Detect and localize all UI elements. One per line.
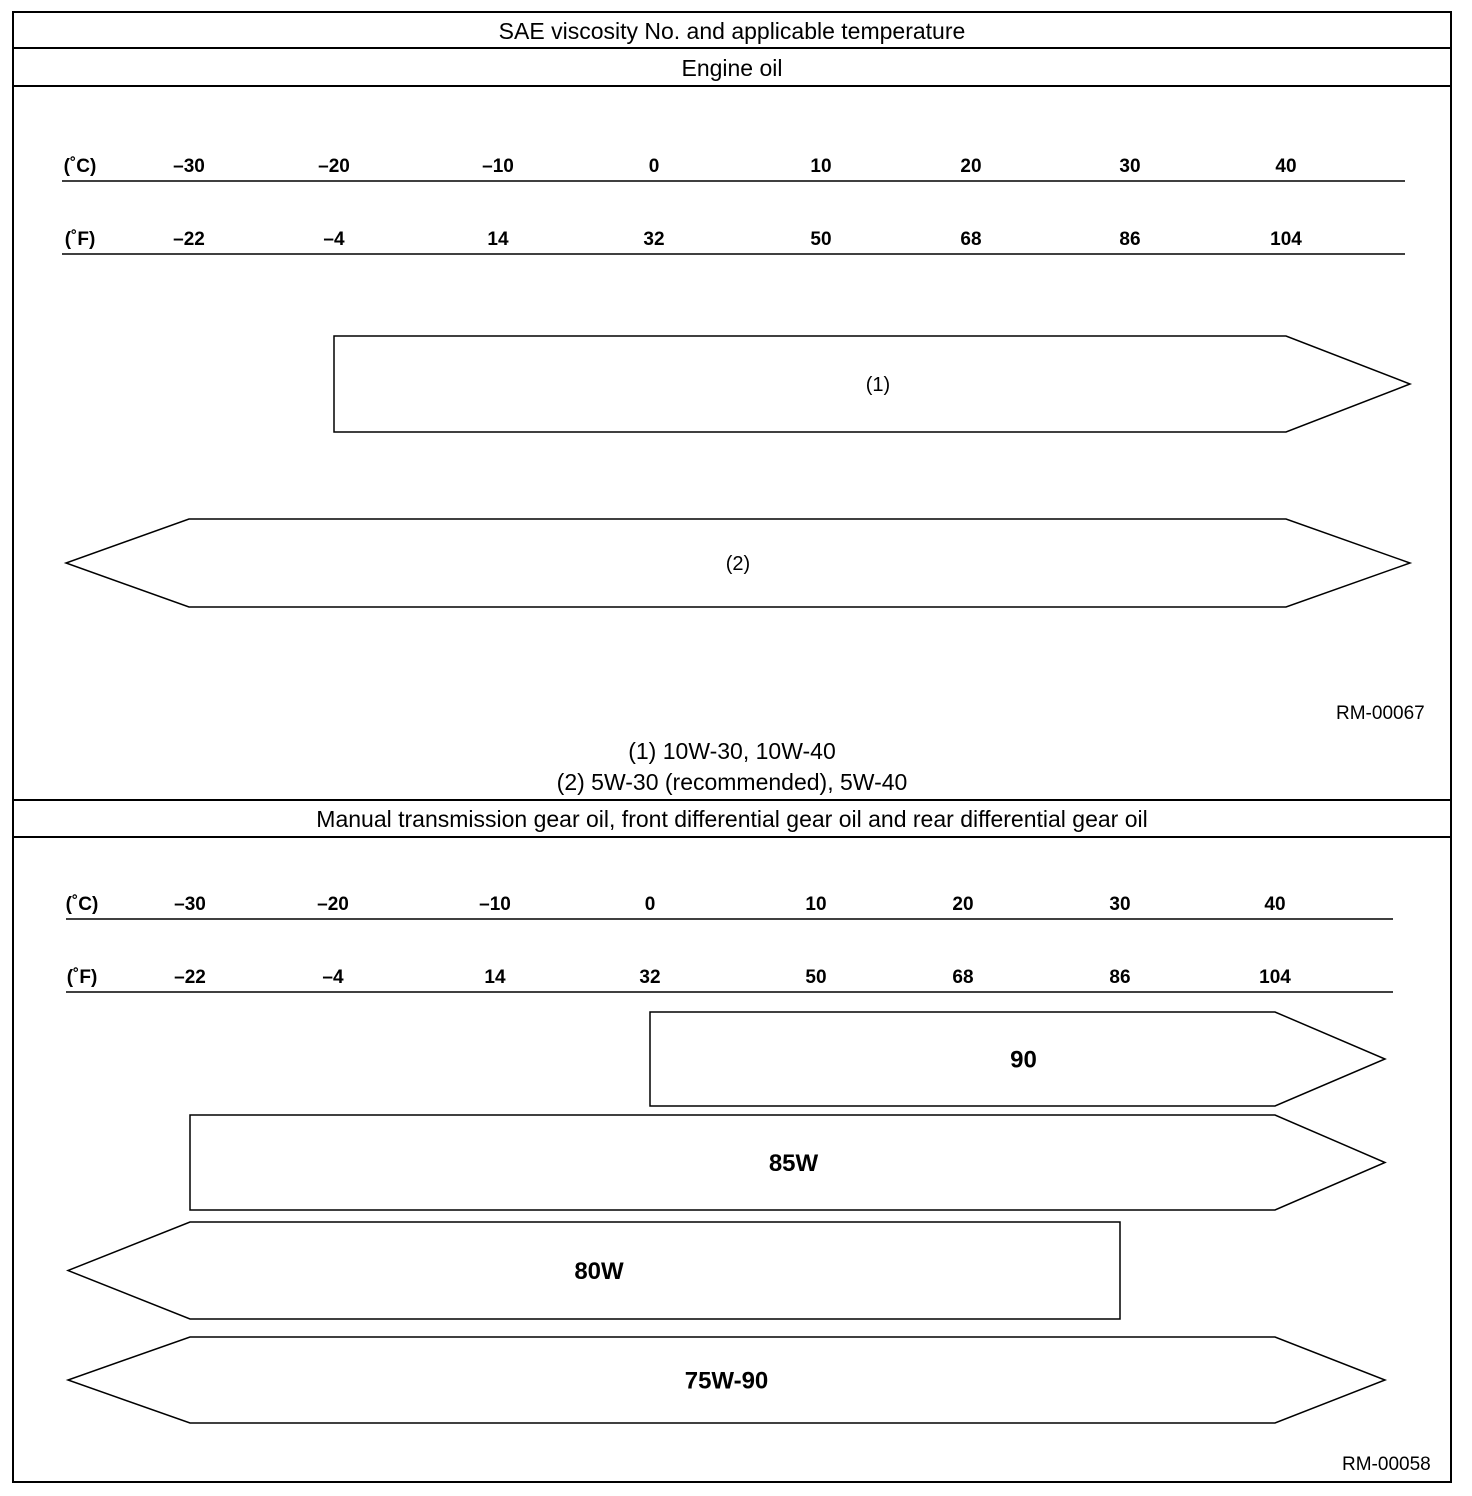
celsius-tick-label: 20 — [960, 156, 982, 177]
engine-oil-heading: Engine oil — [681, 55, 783, 81]
fahrenheit-tick-label: 50 — [810, 229, 832, 250]
celsius-tick-label: 0 — [644, 894, 656, 915]
celsius-tick-label: –10 — [482, 156, 514, 177]
gear-figure-code: RM-00058 — [1342, 1454, 1431, 1475]
celsius-tick-label: –30 — [174, 894, 206, 915]
fahrenheit-tick-label: –4 — [322, 967, 344, 988]
celsius-tick-label: –20 — [317, 894, 349, 915]
fahrenheit-tick-label: 86 — [1109, 967, 1131, 988]
range-bar-label: (1) — [865, 374, 891, 397]
celsius-tick-label: 30 — [1109, 894, 1131, 915]
range-bar-label: 85W — [768, 1150, 819, 1178]
celsius-tick-label: 40 — [1275, 156, 1297, 177]
celsius-tick-label: –10 — [479, 894, 511, 915]
engine-figure-code: RM-00067 — [1336, 703, 1425, 724]
fahrenheit-tick-label: 68 — [960, 229, 982, 250]
range-bar-label: 75W-90 — [684, 1367, 769, 1395]
celsius-scale-label: (˚C) — [63, 156, 97, 177]
range-bar-label: (2) — [725, 553, 751, 576]
fahrenheit-tick-label: 50 — [805, 967, 827, 988]
fahrenheit-tick-label: 14 — [484, 967, 506, 988]
fahrenheit-tick-label: 104 — [1270, 229, 1302, 250]
fahrenheit-tick-label: 104 — [1259, 967, 1291, 988]
fahrenheit-tick-label: –22 — [173, 229, 205, 250]
engine-legend-2: (2) 5W-30 (recommended), 5W-40 — [556, 769, 908, 795]
fahrenheit-tick-label: 86 — [1119, 229, 1141, 250]
fahrenheit-tick-label: –4 — [323, 229, 345, 250]
fahrenheit-tick-label: 32 — [639, 967, 661, 988]
celsius-tick-label: –30 — [173, 156, 205, 177]
celsius-tick-label: 0 — [648, 156, 660, 177]
gear-oil-heading: Manual transmission gear oil, front differential gear oil and rear differential gear oil — [316, 806, 1148, 832]
fahrenheit-tick-label: 68 — [952, 967, 974, 988]
figure-title: SAE viscosity No. and applicable temperature — [498, 18, 966, 44]
celsius-tick-label: 10 — [805, 894, 827, 915]
fahrenheit-tick-label: 14 — [487, 229, 509, 250]
fahrenheit-scale-label: (˚F) — [64, 229, 96, 250]
fahrenheit-scale-label: (˚F) — [66, 967, 98, 988]
engine-legend-1: (1) 10W-30, 10W-40 — [628, 738, 836, 764]
celsius-scale-label: (˚C) — [65, 894, 99, 915]
celsius-tick-label: 40 — [1264, 894, 1286, 915]
celsius-tick-label: 30 — [1119, 156, 1141, 177]
celsius-tick-label: –20 — [318, 156, 350, 177]
range-bar-label: 80W — [574, 1258, 624, 1286]
fahrenheit-tick-label: –22 — [174, 967, 206, 988]
celsius-tick-label: 20 — [952, 894, 974, 915]
celsius-tick-label: 10 — [810, 156, 832, 177]
fahrenheit-tick-label: 32 — [643, 229, 665, 250]
range-bar-label: 90 — [1010, 1046, 1037, 1074]
